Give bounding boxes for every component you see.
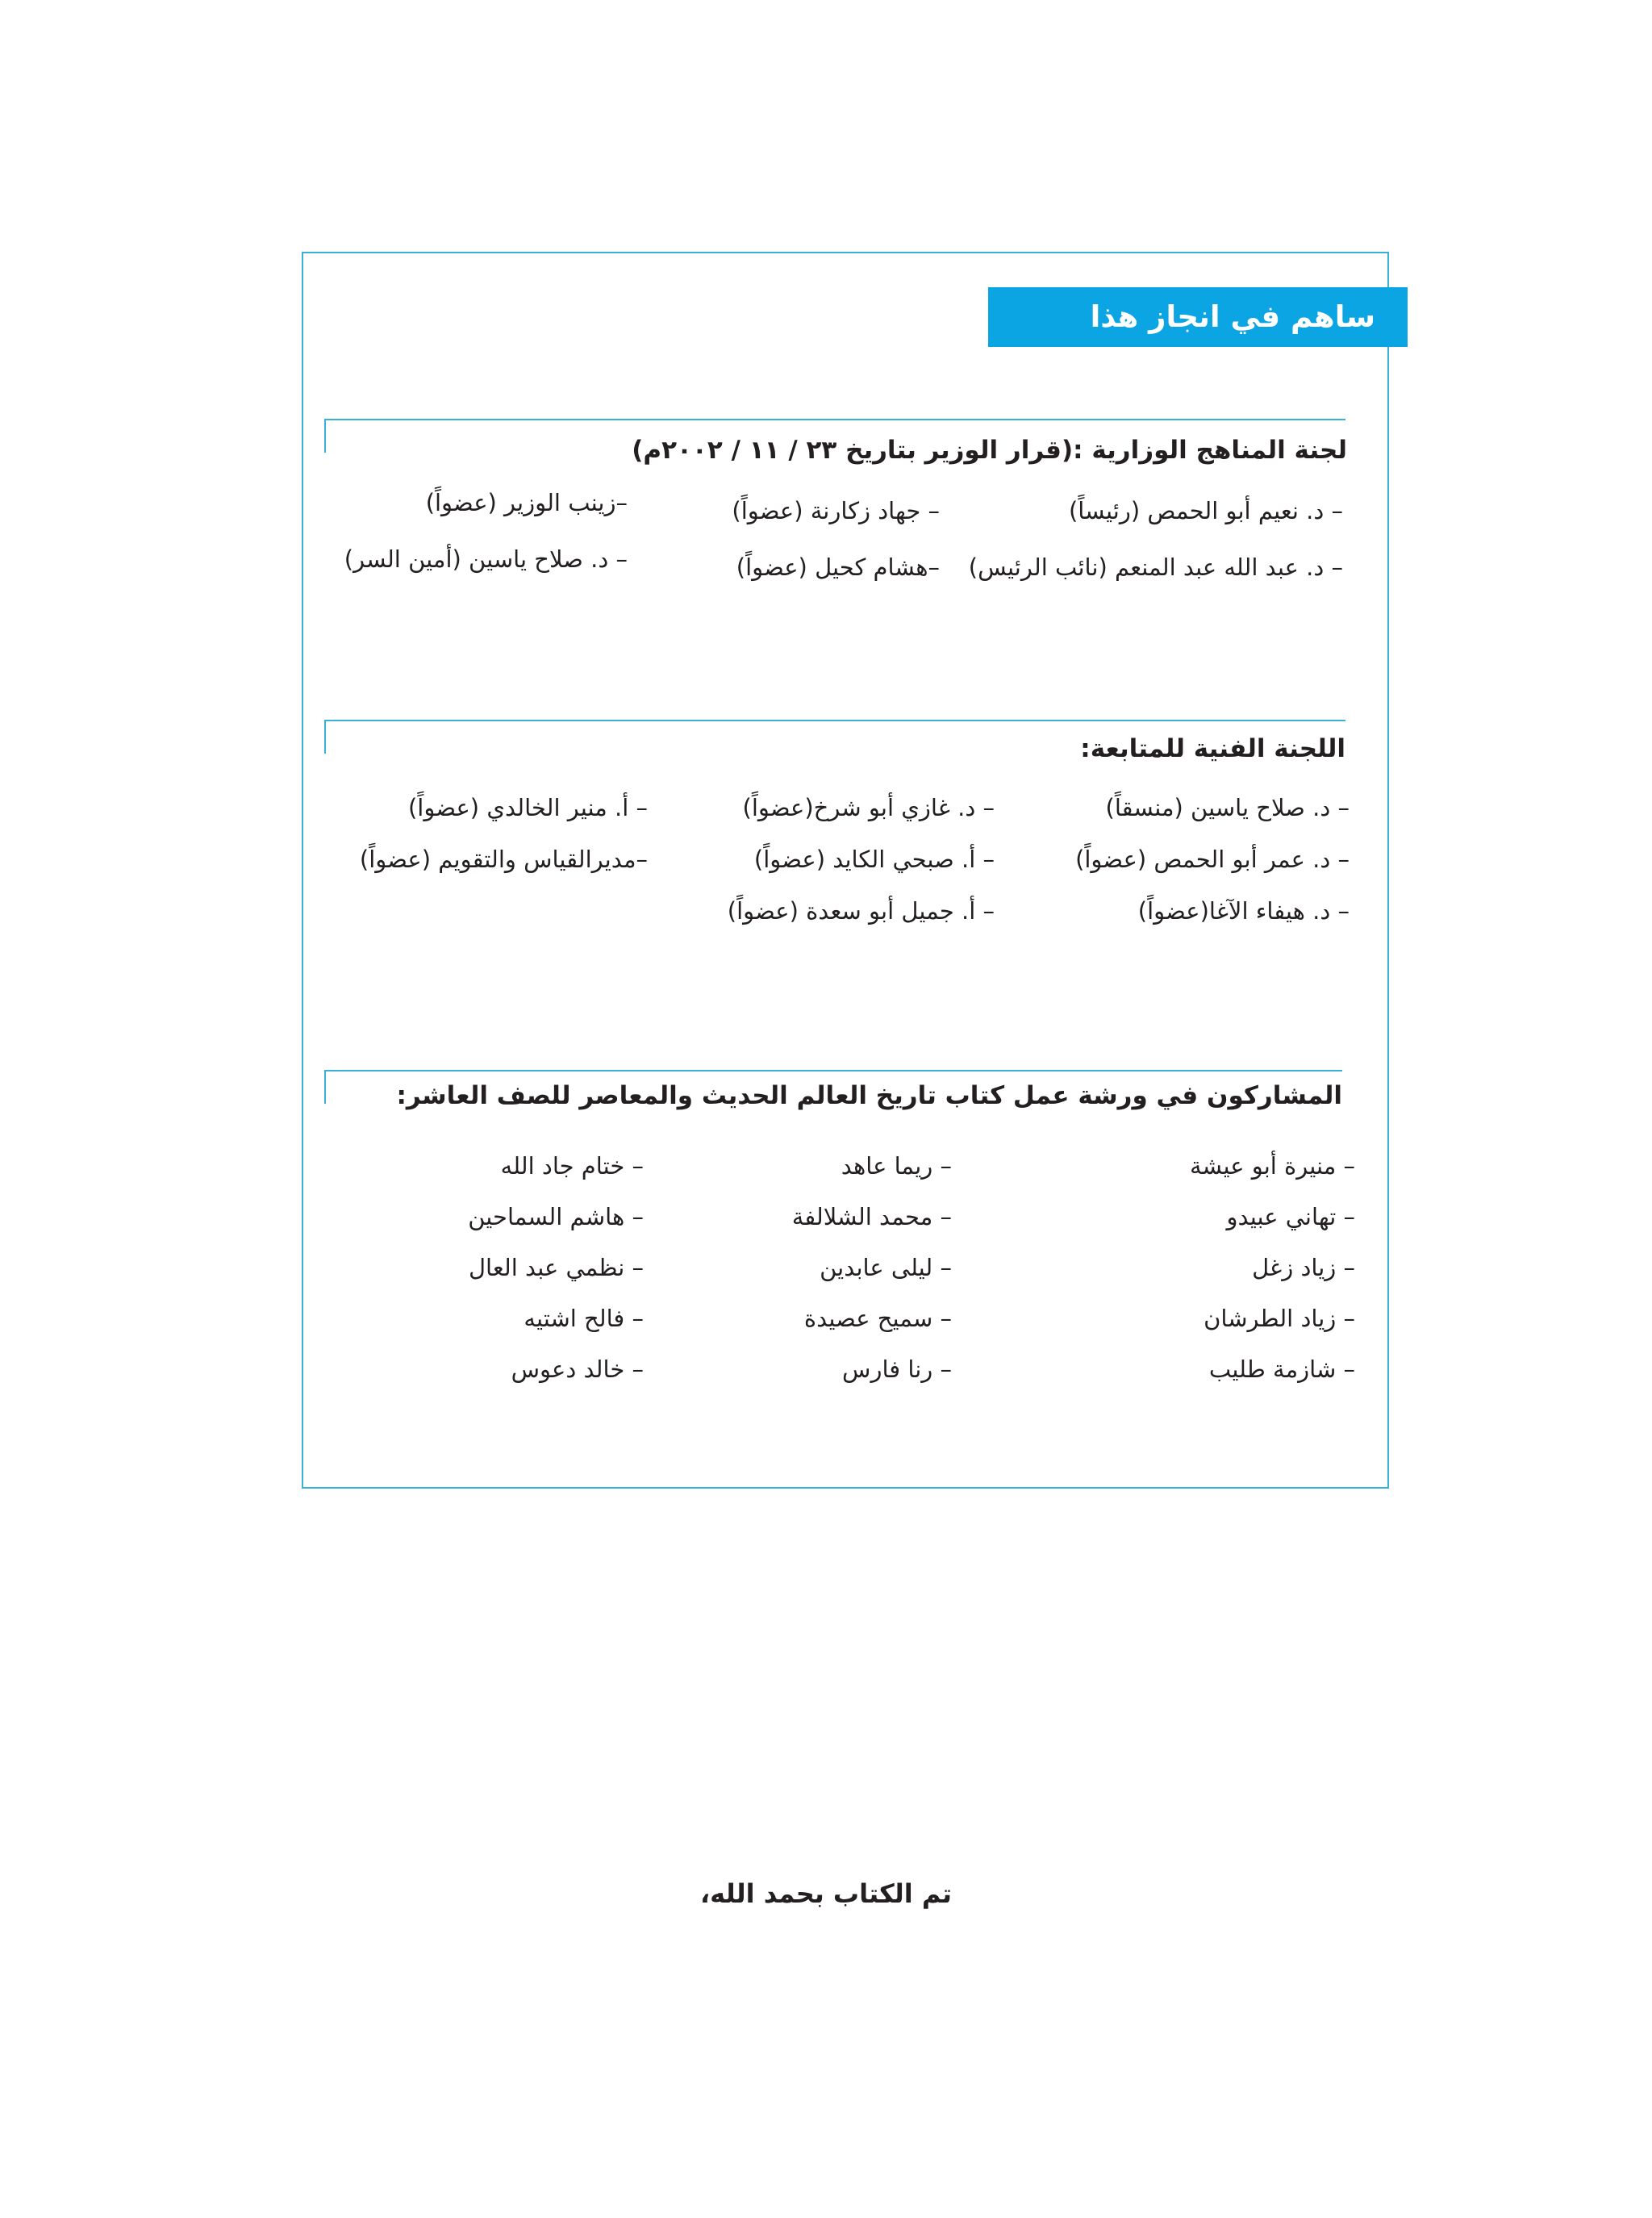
section-2-rule <box>324 720 1345 721</box>
section-1-rule <box>324 419 1345 420</box>
section-3-col-1 <box>1190 1141 1355 1395</box>
list-item: – فالح اشتيه <box>524 1305 644 1332</box>
list-item: –زينب الوزير (عضواً) <box>425 489 628 516</box>
list-item: – شازمة طليب <box>1208 1355 1355 1383</box>
list-item: – ريما عاهد <box>841 1152 952 1180</box>
section-1-col-1 <box>969 482 1343 595</box>
section-1-heading: لجنة المناهج الوزارية :(قرار الوزير بتاريخ ٢٣ / ١١ / ٢٠٠٢م) <box>632 436 1347 465</box>
list-item: – د. غازي أبو شرخ(عضواً) <box>742 794 995 821</box>
list-item: – رنا فارس <box>842 1355 952 1383</box>
section-1-col-3 <box>344 474 628 587</box>
section-1-col-2 <box>732 482 940 595</box>
section-3-tick <box>324 1070 326 1104</box>
section-3-col-2 <box>792 1141 952 1395</box>
list-item: – د. نعيم أبو الحمص (رئيساً) <box>1068 497 1343 524</box>
section-1-tick <box>324 419 326 453</box>
section-3-heading: المشاركون في ورشة عمل كتاب تاريخ العالم الحديث والمعاصر للصف العاشر: <box>396 1081 1342 1110</box>
section-2-tick <box>324 720 326 754</box>
list-item: – نظمي عبد العال <box>468 1254 644 1281</box>
list-item: – زياد الطرشان <box>1204 1305 1355 1332</box>
section-3-col-3 <box>468 1141 644 1395</box>
section-2-heading: اللجنة الفنية للمتابعة: <box>1080 734 1345 763</box>
list-item: – أ. صبحي الكايد (عضواً) <box>753 846 995 873</box>
list-item: –مديرالقياس والتقويم (عضواً) <box>359 846 648 873</box>
list-item: – هاشم السماحين <box>468 1203 644 1230</box>
section-2-col-3 <box>360 782 648 885</box>
closing-line: تم الكتاب بحمد الله، <box>700 1878 952 1909</box>
list-item: – د. هيفاء الآغا(عضواً) <box>1137 897 1350 925</box>
list-item: – د. عمر أبو الحمص (عضواً) <box>1075 846 1350 873</box>
list-item: – د. صلاح ياسين (أمين السر) <box>344 545 628 573</box>
list-item: – ختام جاد الله <box>500 1152 644 1180</box>
list-item: – ليلى عابدين <box>820 1254 952 1281</box>
list-item: – جهاد زكارنة (عضواً) <box>732 497 940 524</box>
list-item: – سميح عصيدة <box>803 1305 952 1332</box>
list-item: –هشام كحيل (عضواً) <box>736 553 940 581</box>
list-item: – د. عبد الله عبد المنعم (نائب الرئيس) <box>968 553 1343 581</box>
list-item: – خالد دعوس <box>511 1355 644 1383</box>
list-item: – أ. منير الخالدي (عضواً) <box>407 794 648 821</box>
section-3-rule <box>324 1070 1342 1071</box>
list-item: – منيرة أبو عيشة <box>1190 1152 1355 1180</box>
list-item: – محمد الشلالفة <box>791 1203 952 1230</box>
list-item: – أ. جميل أبو سعدة (عضواً) <box>727 897 995 925</box>
list-item: – د. صلاح ياسين (منسقاً) <box>1105 794 1350 821</box>
section-2-col-2 <box>728 782 995 937</box>
section-2-col-1 <box>1075 782 1350 937</box>
contributors-title: ساهم في انجاز هذا العمل: <box>988 287 1408 347</box>
list-item: – زياد زغل <box>1252 1254 1355 1281</box>
list-item: – تهاني عبيدو <box>1226 1203 1355 1230</box>
